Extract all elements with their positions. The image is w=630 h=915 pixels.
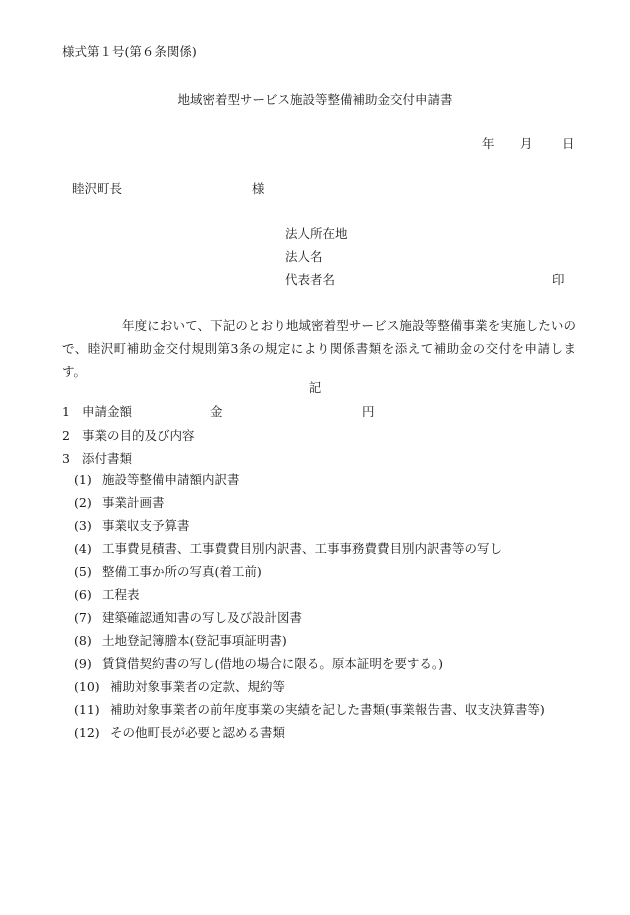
attachment-number: (4) [74,541,92,556]
addressee-name: 睦沢町長 [72,181,123,196]
attachment-text: 賃貸借契約書の写し(借地の場合に限る。原本証明を要する。) [102,656,444,671]
attachment-text: 建築確認通知書の写し及び設計図書 [102,610,303,625]
date-month-label: 月 [520,136,533,151]
attachment-number: (5) [74,564,92,579]
attachment-text: その他町長が必要と認める書類 [110,725,286,740]
attachment-number: (11) [74,702,100,717]
attachment-text: 事業収支予算書 [102,518,190,533]
date-day-label: 日 [562,136,575,151]
amount-prefix: 金 [210,404,223,419]
item-3-label: 添付書類 [82,451,133,466]
addressee-honorific: 様 [252,181,265,196]
attachment-text: 工事費見積書、工事費費目別内訳書、工事事務費費目別内訳書等の写し [102,541,503,556]
body-paragraph: 年度において、下記のとおり地域密着型サービス施設等整備事業を実施したいので、睦沢町補助金交付規則第3条の規定により関係書類を添えて補助金の交付を申請します。 [62,318,576,379]
attachment-number: (10) [74,679,100,694]
attachment-text: 補助対象事業者の前年度事業の実績を記した書類(事業報告書、収支決算書等) [110,702,545,717]
applicant-name-label: 法人名 [285,249,323,264]
amount-suffix: 円 [362,404,375,419]
applicant-representative-label: 代表者名 [285,272,336,287]
applicant-address-label: 法人所在地 [285,226,348,241]
attachment-text: 整備工事か所の写真(着工前) [102,564,262,579]
attachment-text: 補助対象事業者の定款、規約等 [110,679,286,694]
attachment-number: (3) [74,518,92,533]
date-year-label: 年 [482,136,495,151]
item-2-number: 2 [62,428,70,443]
seal-label: 印 [552,272,565,287]
date-line [482,136,575,152]
attachment-number: (6) [74,587,92,602]
attachment-text: 土地登記簿謄本(登記事項証明書) [102,633,287,648]
attachment-number: (1) [74,472,92,487]
attachment-number: (12) [74,725,100,740]
document-title: 地域密着型サービス施設等整備補助金交付申請書 [177,92,453,107]
attachment-text: 施設等整備申請額内訳書 [102,472,240,487]
attachment-number: (2) [74,495,92,510]
item-1-label: 申請金額 [82,404,133,419]
ki-marker: 記 [308,380,322,395]
form-number: 様式第１号(第６条関係) [62,44,197,59]
item-2-label: 事業の目的及び内容 [82,428,195,443]
attachment-number: (7) [74,610,92,625]
attachment-number: (8) [74,633,92,648]
attachment-number: (9) [74,656,92,671]
attachment-text: 工程表 [102,587,140,602]
item-1-number: 1 [62,404,70,419]
attachment-text: 事業計画書 [102,495,165,510]
item-3-number: 3 [62,451,70,466]
